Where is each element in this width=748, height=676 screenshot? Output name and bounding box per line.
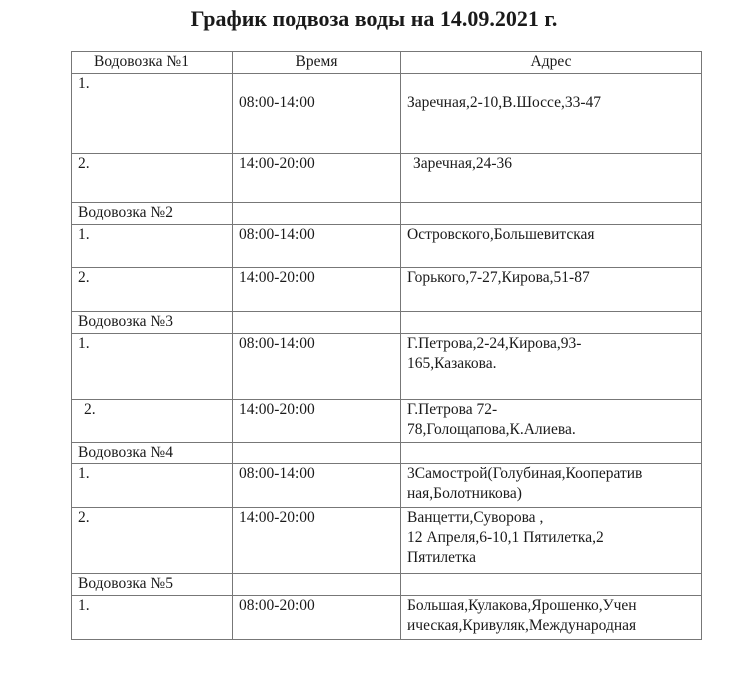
address-line: ная,Болотникова) <box>407 485 522 502</box>
group-header-row <box>72 443 702 464</box>
row-time: 14:00-20:00 <box>233 268 401 312</box>
row-number: 1. <box>72 464 233 508</box>
table-row <box>72 268 702 312</box>
row-time: 08:00-14:00 <box>233 464 401 508</box>
row-number: 2. <box>72 400 233 443</box>
row-address: Заречная,24-36 <box>401 154 702 203</box>
row-address: Заречная,2-10,В.Шоссе,33-47 <box>401 74 702 154</box>
group-header-row <box>72 574 702 596</box>
address-line: 3Самострой(Голубиная,Кооператив <box>407 465 643 482</box>
row-number: 2. <box>72 268 233 312</box>
group-header-row <box>72 312 702 334</box>
table-row <box>72 464 702 508</box>
address-line: 78,Голощапова,К.Алиева. <box>407 421 576 438</box>
address-line: Пятилетка <box>407 549 476 566</box>
row-time: 14:00-20:00 <box>233 508 401 574</box>
row-number: 1. <box>72 74 233 154</box>
row-number: 1. <box>72 225 233 268</box>
group-name: Водовозка №4 <box>72 443 233 464</box>
table-row <box>72 154 702 203</box>
table-row <box>72 508 702 574</box>
header-address: Адрес <box>401 52 702 74</box>
address-line: Г.Петрова 72- <box>407 401 498 418</box>
row-address <box>401 464 702 508</box>
address-line: Большая,Кулакова,Ярошенко,Учен <box>407 597 637 614</box>
address-line: 12 Апреля,6-10,1 Пятилетка,2 <box>407 529 604 546</box>
group-name: Водовозка №3 <box>72 312 233 334</box>
page-title: График подвоза воды на 14.09.2021 г. <box>190 6 558 31</box>
group-name: Водовозка №5 <box>72 574 233 596</box>
row-number: 1. <box>72 334 233 400</box>
row-time: 14:00-20:00 <box>233 400 401 443</box>
table-row <box>72 400 702 443</box>
row-address: Горького,7-27,Кирова,51-87 <box>401 268 702 312</box>
row-address <box>401 400 702 443</box>
group-header-row <box>72 203 702 225</box>
address-line: Г.Петрова,2-24,Кирова,93- <box>407 335 582 352</box>
table-header-row <box>72 52 702 74</box>
row-number: 1. <box>72 596 233 640</box>
water-schedule-table <box>71 51 702 640</box>
row-number: 2. <box>72 508 233 574</box>
address-line: Ванцетти,Суворова , <box>407 509 544 526</box>
row-address <box>401 596 702 640</box>
row-address <box>401 334 702 400</box>
table-row <box>72 596 702 640</box>
row-time: 08:00-14:00 <box>233 74 401 154</box>
group-name: Водовозка №2 <box>72 203 233 225</box>
row-time: 08:00-14:00 <box>233 225 401 268</box>
table-row <box>72 74 702 154</box>
row-number: 2. <box>72 154 233 203</box>
table-row <box>72 225 702 268</box>
address-line: 165,Казакова. <box>407 355 497 372</box>
row-time: 14:00-20:00 <box>233 154 401 203</box>
header-truck: Водовозка №1 <box>72 52 233 74</box>
row-time: 08:00-20:00 <box>233 596 401 640</box>
table-row <box>72 334 702 400</box>
address-line: ическая,Кривуляк,Международная <box>407 617 637 634</box>
row-address <box>401 508 702 574</box>
header-time: Время <box>233 52 401 74</box>
row-address: Островского,Большевитская <box>401 225 702 268</box>
row-time: 08:00-14:00 <box>233 334 401 400</box>
